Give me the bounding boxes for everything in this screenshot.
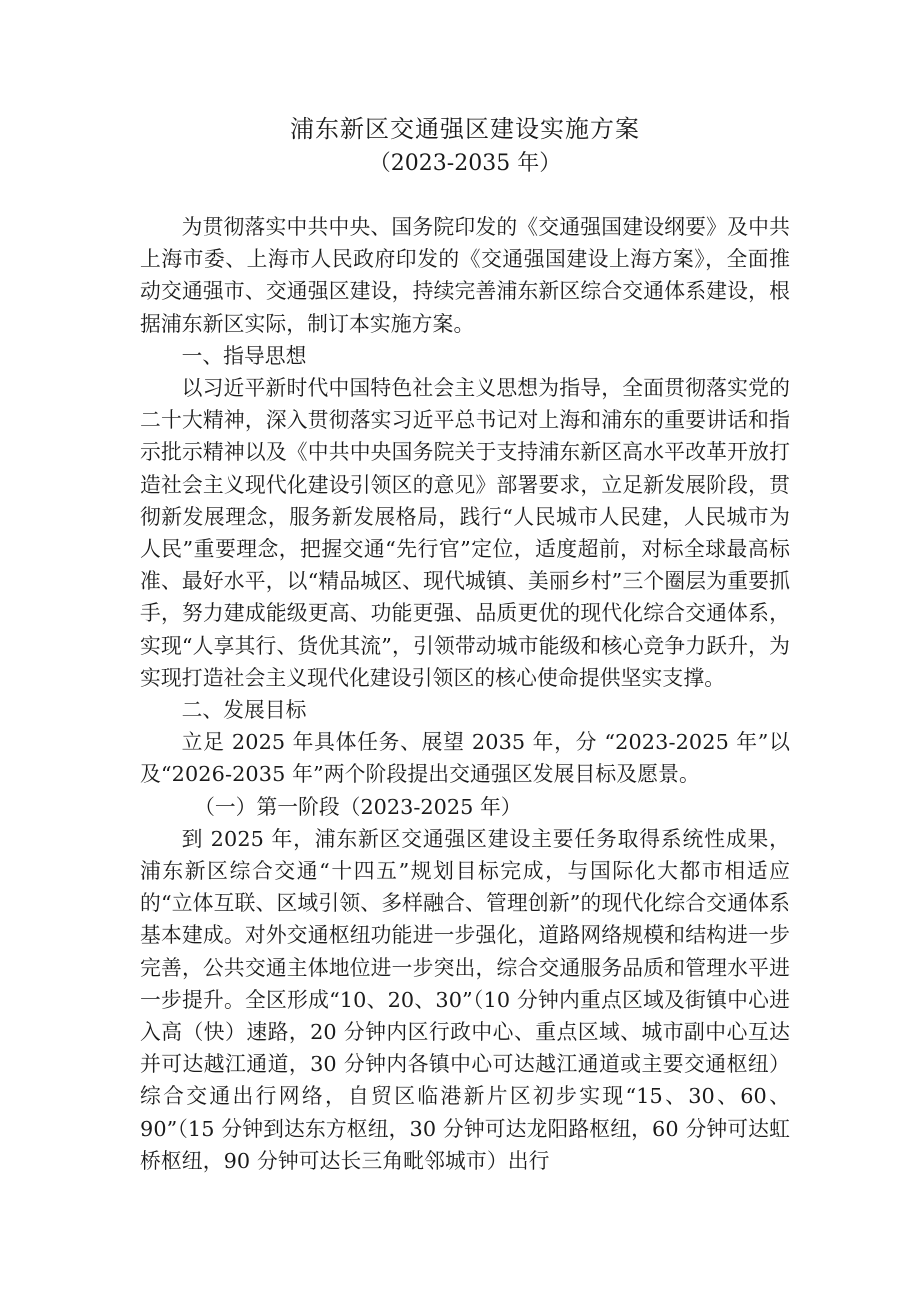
development-goals-paragraph: 立足 2025 年具体任务、展望 2035 年，分 “2023-2025 年”以及“2026-2035 年”两个阶段提出交通强区发展目标及愿景。 [140, 730, 790, 787]
intro-paragraph: 为贯彻落实中共中央、国务院印发的《交通强国建设纲要》及中共上海市委、上海市人民政府印发的《交通强国建设上海方案》，全面推动交通强市、交通强区建设，持续完善浦东新区综合交通体系建设，根据浦东新区实际，制订本实施方案。 [140, 215, 790, 336]
stage-one-paragraph: 到 2025 年，浦东新区交通强区建设主要任务取得系统性成果，浦东新区综合交通“十四五”规划目标完成，与国际化大都市相适应的“立体互联、区域引领、多样融合、管理创新”的现代化综合交通体系基本建成。对外交通枢纽功能进一步强化，道路网络规模和结构进一步完善，公共交通主体地位进一步突出，综合交通服务品质和管理水平进一步提升。全区形成“10、20、30”（10 分钟内重点区域及街镇中心进入高（快）速路，20 分钟内区行政中心、重点区域、城市副中心互达并可达越江通道，30 分钟内各镇中心可达越江通道或主要交通枢纽）综合交通出行网络，自贸区临港新片区初步实现“15、30、60、90”（15 分钟到达东方枢纽，30 分钟可达龙阳路枢纽，60 分钟可达虹桥枢纽，90 分钟可达长三角毗邻城市）出行 [140, 826, 790, 1173]
document-page [140, 112, 790, 1177]
section-heading-development-goals: 二、发展目标 [181, 698, 307, 723]
section-heading-guiding-thought: 一、指导思想 [181, 343, 307, 368]
guiding-thought-paragraph: 以习近平新时代中国特色社会主义思想为指导，全面贯彻落实党的二十大精神，深入贯彻落实习近平总书记对上海和浦东的重要讲话和指示批示精神以及《中共中央国务院关于支持浦东新区高水平改革开放打造社会主义现代化建设引领区的意见》部署要求，立足新发展阶段，贯彻新发展理念，服务新发展格局，践行“人民城市人民建，人民城市为人民”重要理念，把握交通“先行官”定位，适度超前，对标全球最高标准、最好水平，以“精品城区、现代城镇、美丽乡村”三个圈层为重要抓手，努力建成能级更高、功能更强、品质更优的现代化综合交通体系，实现“人享其行、货优其流”，引领带动城市能级和核心竞争力跃升，为实现打造社会主义现代化建设引领区的核心使命提供坚实支撑。 [140, 376, 790, 690]
document-title: 浦东新区交通强区建设实施方案 [290, 115, 640, 143]
subsection-heading-stage-one: （一）第一阶段（2023-2025 年） [194, 794, 522, 819]
document-subtitle: （2023-2035 年） [368, 151, 562, 176]
